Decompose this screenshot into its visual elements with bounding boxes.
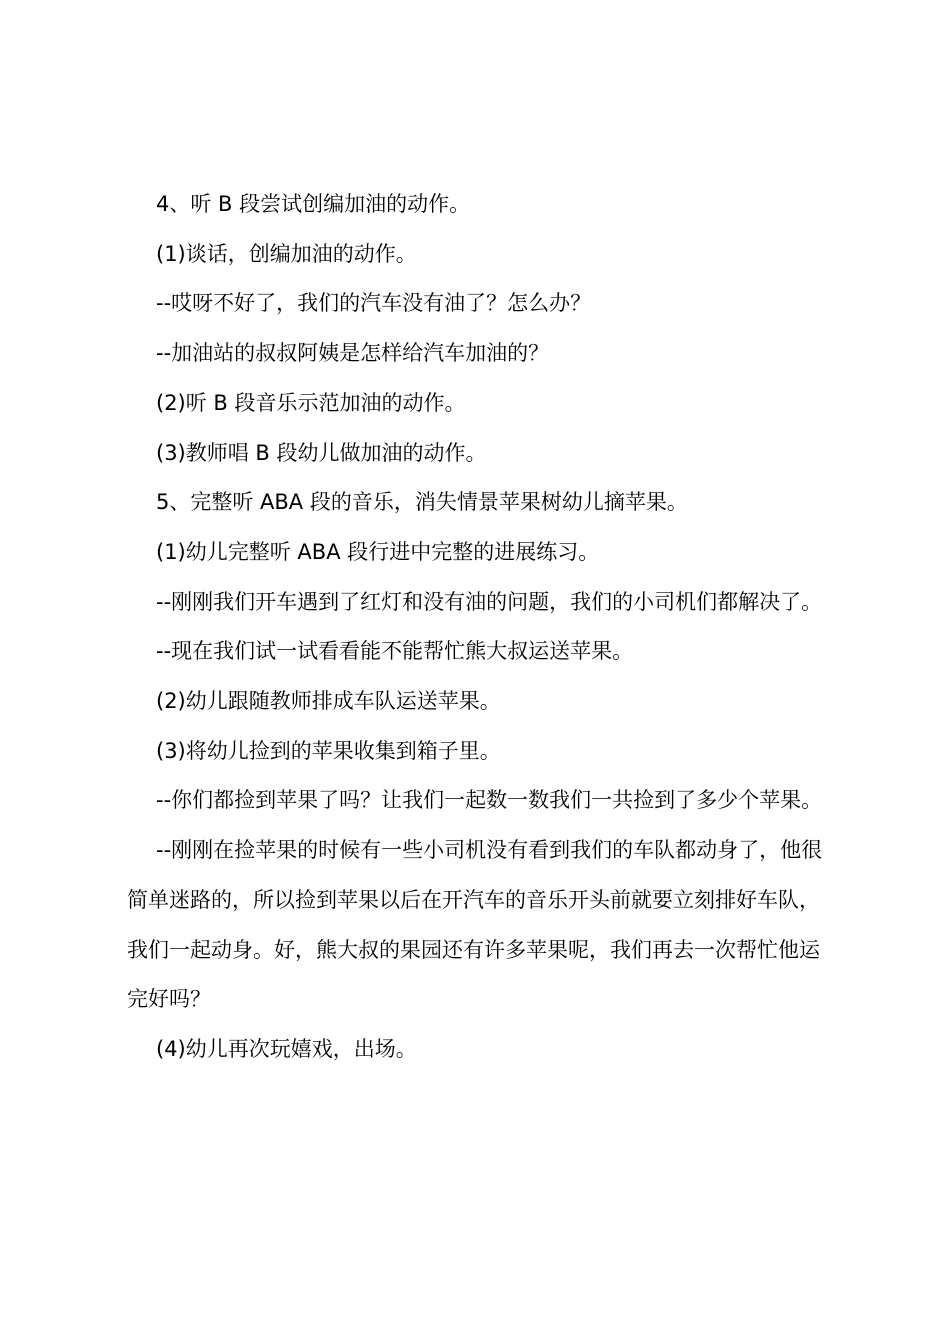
document-body [127,180,837,1075]
paragraph-dialogue: --加油站的叔叔阿姨是怎样给汽车加油的？ [156,341,550,366]
paragraph-dialogue: --哎呀不好了，我们的汽车没有油了？怎么办？ [156,291,592,316]
paragraph-step-5-2: (2)幼儿跟随教师排成车队运送苹果。 [156,689,501,714]
paragraph-dialogue: --刚刚在捡苹果的时候有一些小司机没有看到我们的车队都动身了，他很简单迷路的，所以捡到苹果以后在开汽车的音乐开头前就要立刻排好车队，我们一起动身。好，熊大叔的果园还有许多苹果呢，我们再去一次帮忙他运完好吗？ [127,838,823,1012]
paragraph-step-5-4: (4)幼儿再次玩嬉戏，出场。 [156,1036,417,1061]
paragraph-step-5-1: (1)幼儿完整听 ABA 段行进中完整的进展练习。 [156,539,600,564]
paragraph-step-4: 4、听 B 段尝试创编加油的动作。 [156,192,471,216]
paragraph-step-5: 5、完整听 ABA 段的音乐，消失情景苹果树幼儿摘苹果。 [156,490,688,515]
paragraph-step-5-3: (3)将幼儿捡到的苹果收集到箱子里。 [156,738,501,763]
paragraph-step-4-3: (3)教师唱 B 段幼儿做加油的动作。 [156,440,487,465]
paragraph-step-4-1: (1)谈话，创编加油的动作。 [156,241,417,266]
paragraph-step-4-2: (2)听 B 段音乐示范加油的动作。 [156,390,466,415]
paragraph-dialogue: --你们都捡到苹果了吗？让我们一起数一数我们一共捡到了多少个苹果。 [156,788,823,813]
paragraph-dialogue: --刚刚我们开车遇到了红灯和没有油的问题，我们的小司机们都解决了。 [156,589,823,614]
paragraph-dialogue: --现在我们试一试看看能不能帮忙熊大叔运送苹果。 [156,639,634,664]
